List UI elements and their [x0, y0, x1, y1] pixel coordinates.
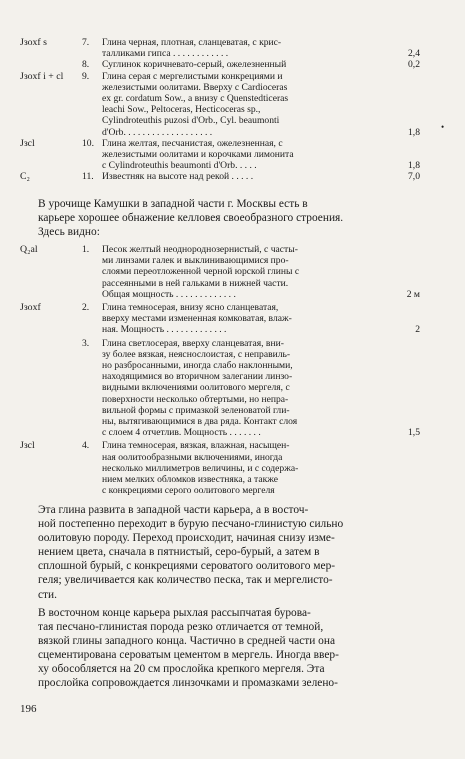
- thickness-value: 0,2: [408, 59, 420, 71]
- thickness-value: 2 м: [406, 288, 420, 300]
- page-number: 196: [20, 703, 37, 715]
- layer-number: 4.: [82, 440, 90, 452]
- layer-description: Глина желтая, песчанистая, ожелезненная, с железистыми оолитами и корочками лимонита с Cylindroteuthis beaumonti d'Orb. . . . .: [102, 137, 294, 172]
- stratum-index: Jзcl: [20, 137, 35, 149]
- thickness-value: 2: [415, 324, 420, 336]
- layer-description: Глина светлосерая, вверху сланцеватая, вни- зу более вязкая, неяснослоистая, с неправиль- но разбросанными, иногда слабо наклонными, находящимися во вторичном залегании линзо- видными включениями оолитового мергеля, с поверхности несколько обтертыми, но непра- вильной формы с примазкой зеленоватой гли- ны, вытягивающимися в два ряда. Контакт слоя с слоем 4 отчетлив. Мощность . . . . . . .: [102, 337, 298, 439]
- thickness-value: 1,5: [408, 427, 420, 439]
- thickness-value: 2,4: [408, 48, 420, 60]
- table-row: [0, 302, 465, 336]
- layer-number: 7.: [82, 37, 90, 48]
- layer-number: 11.: [82, 171, 94, 183]
- table-row: [0, 338, 465, 439]
- strata-table-top: [0, 37, 465, 183]
- stratum-index: Jзоxf s: [20, 37, 47, 48]
- layer-description: Песок желтый неоднороднозернистый, с часты- ми линзами галек и выклинивающимися про- слоями переотложенной черной юрской глины с рассеянными в ней гальками в нижней части. Общая мощность . . . . . . . . . . . . .: [102, 244, 300, 300]
- margin-mark: •: [441, 122, 445, 132]
- body-paragraph-2: В восточном конце карьера рыхлая рассыпчатая бурова- тая песчано-глинистая порода резко отличается от темной, вязкой глины западного конца. Частично в средней части она сцементирована сероватым цементом в мергель. Иногда ввер- ху обособляется на 20 см прослойка крепкого мергеля. Эта прослойка сопровождается линзочками и промазками зелено-: [38, 607, 339, 690]
- stratum-index: Jзcl: [20, 440, 35, 452]
- layer-description: Глина темносерая, внизу ясно сланцеватая, вверху местами измененная комковатая, влаж- ная. Мощность . . . . . . . . . . . . .: [102, 302, 292, 336]
- table-row: [0, 138, 465, 172]
- layer-number: 8.: [82, 59, 90, 71]
- table-row: [0, 37, 465, 59]
- table-row: [0, 59, 465, 70]
- layer-description: Известняк на высоте над рекой . . . . .: [102, 171, 254, 183]
- stratum-index: Jзoxf: [20, 302, 41, 314]
- strata-table-bottom: [0, 244, 465, 496]
- table-row: [0, 171, 465, 182]
- body-paragraph-1: Эта глина развита в западной части карьера, а в восточ- ной постепенно переходит в бурую песчано-глинистую сильно оолитовую породу. Переход происходит, начиная снизу изме- нением цвета, сначала в пятнистый, серо-бурый, а затем в сплошной бурый, с конкрециями сероватого оолитового мер- геля; увеличивается как количество песка, так и мергелисто- сти.: [38, 504, 344, 601]
- stratum-index: C₂: [20, 171, 30, 183]
- table-row: [0, 71, 465, 138]
- layer-description: Глина серая с мергелистыми конкрециями и железистыми оолитами. Вверху с Cardioceras ex gr. cordatum Sow., а внизу с Quenstedticeras leachi Sow., Peltoceras, Hecticoceras sp., Cylindroteuthis puzosi d'Orb., Cyl. beaumonti d'Orb. . . . . . . . . . . . . . . . . . .: [102, 70, 289, 138]
- thickness-value: 1,8: [408, 160, 420, 172]
- stratum-index: Jзоxf i + cl: [20, 70, 64, 82]
- layer-description: Глина черная, плотная, сланцеватая, с крис- талликами гипса . . . . . . . . . . . .: [102, 37, 282, 60]
- layer-number: 10.: [82, 137, 94, 149]
- layer-description: Глина темносерая, вязкая, влажная, насыщен- ная оолитообразными включениями, иногда несколько миллиметров величины, и с содержа- нием мелких обломков известняка, а также с конкрециями серого оолитового мергеля: [102, 440, 299, 497]
- layer-number: 9.: [82, 70, 90, 82]
- layer-number: 2.: [82, 302, 90, 314]
- stratum-index: Q₂al: [20, 244, 38, 255]
- layer-number: 1.: [82, 244, 90, 255]
- intro-paragraph: В урочище Камушки в западной части г. Москвы есть в карьере хорошее обнажение келловея своеобразного строения. Здесь видно:: [38, 198, 344, 239]
- layer-number: 3.: [82, 337, 90, 349]
- table-row: [0, 244, 465, 300]
- layer-description: Суглинок коричневато-серый, ожелезненный: [102, 59, 287, 71]
- thickness-value: 1,8: [408, 126, 420, 138]
- table-row: [0, 440, 465, 496]
- thickness-value: 7,0: [408, 171, 420, 183]
